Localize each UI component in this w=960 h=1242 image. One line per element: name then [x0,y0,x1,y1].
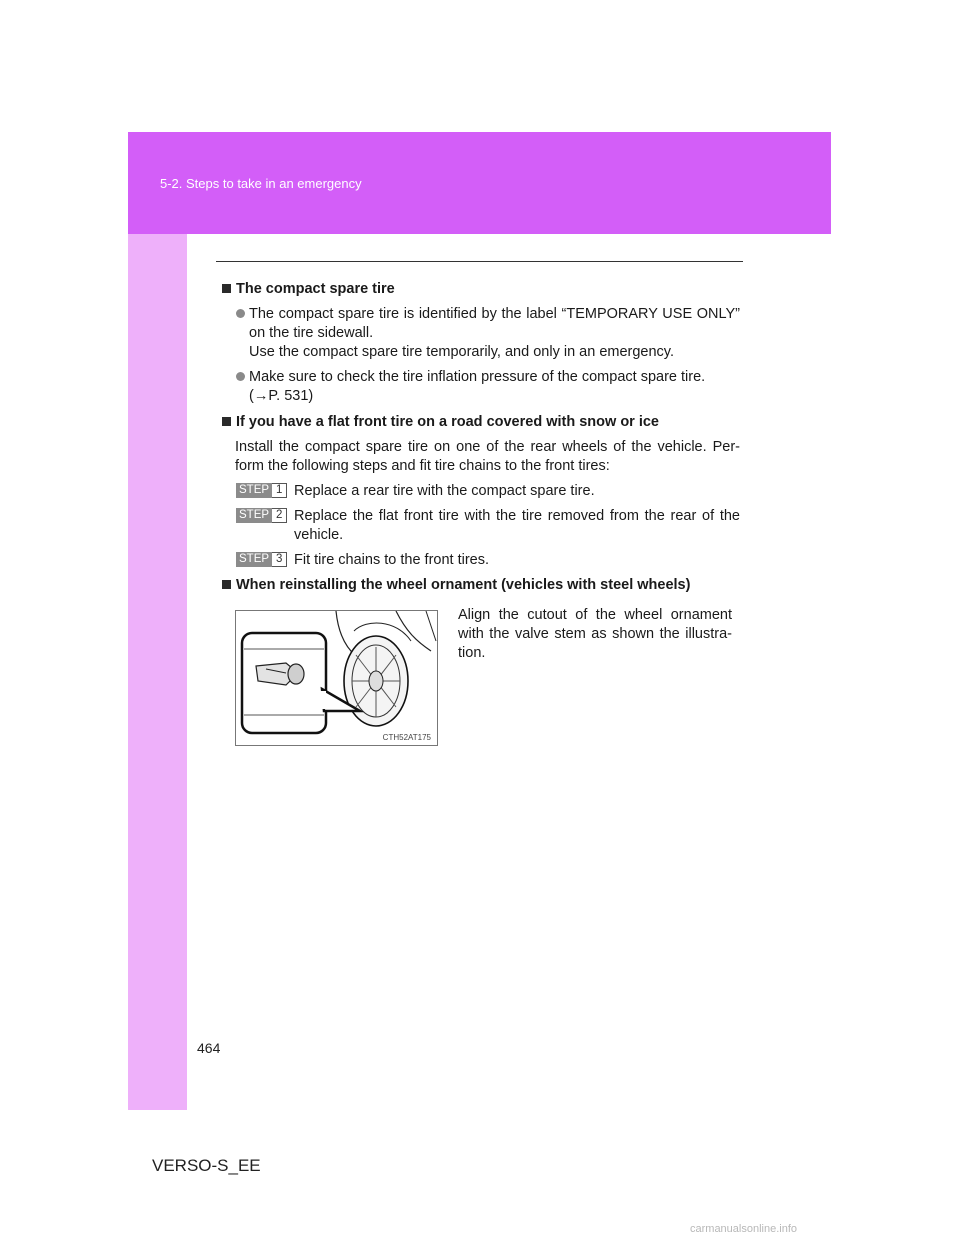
step-number: 3 [272,552,287,567]
chapter-title: 5-2. Steps to take in an emergency [160,176,362,191]
step-badge [236,508,287,523]
wheel-ornament-diagram [236,611,437,745]
step-number: 1 [272,483,287,498]
page-reference: (→P. 531) [249,388,314,404]
illustration-caption: Align the cutout of the wheel ornament with the valve stem as shown the illustra-tion. [458,607,732,661]
step-text: Replace a rear tire with the compact spare tire. [294,483,595,499]
page-content [220,280,740,595]
step-label: STEP [236,483,272,498]
watermark: carmanualsonline.info [690,1223,798,1235]
page-number: 464 [197,1040,221,1056]
section-heading-wheel-ornament: When reinstalling the wheel ornament (vehicles with steel wheels) [220,576,740,595]
bullet-label-info [220,305,740,362]
section-rule [216,261,743,262]
wheel-ornament-illustration [235,610,438,746]
step-item [220,551,740,570]
step-badge [236,552,287,567]
section-heading-flat-front: If you have a flat front tire on a road covered with snow or ice [220,413,740,432]
illustration-code: CTH52AT175 [382,733,431,742]
model-code: VERSO-S_EE [152,1156,261,1175]
step-label: STEP [236,552,272,567]
step-text: Fit tire chains to the front tires. [294,552,490,568]
bullet-text: Make sure to check the tire inflation pressure of the compact spare tire. [249,369,706,385]
step-item [220,507,740,545]
section-heading-compact-spare: The compact spare tire [220,280,740,299]
bullet-text: The compact spare tire is identified by the label “TEMPORARY USE ONLY” on the tire sidewall. [249,306,740,341]
step-item [220,482,740,501]
bullet-pressure-check [220,368,740,406]
step-badge [236,483,287,498]
step-number: 2 [272,508,287,523]
flat-front-intro: Install the compact spare tire on one of the rear wheels of the vehicle. Per-form the following steps and fit tire chains to the front tires: [235,439,740,474]
step-text: Replace the flat front tire with the tire removed from the rear of the vehicle. [294,508,740,543]
side-tab-bar [128,132,187,1110]
step-label: STEP [236,508,272,523]
bullet-text: Use the compact spare tire temporarily, and only in an emergency. [249,344,674,360]
